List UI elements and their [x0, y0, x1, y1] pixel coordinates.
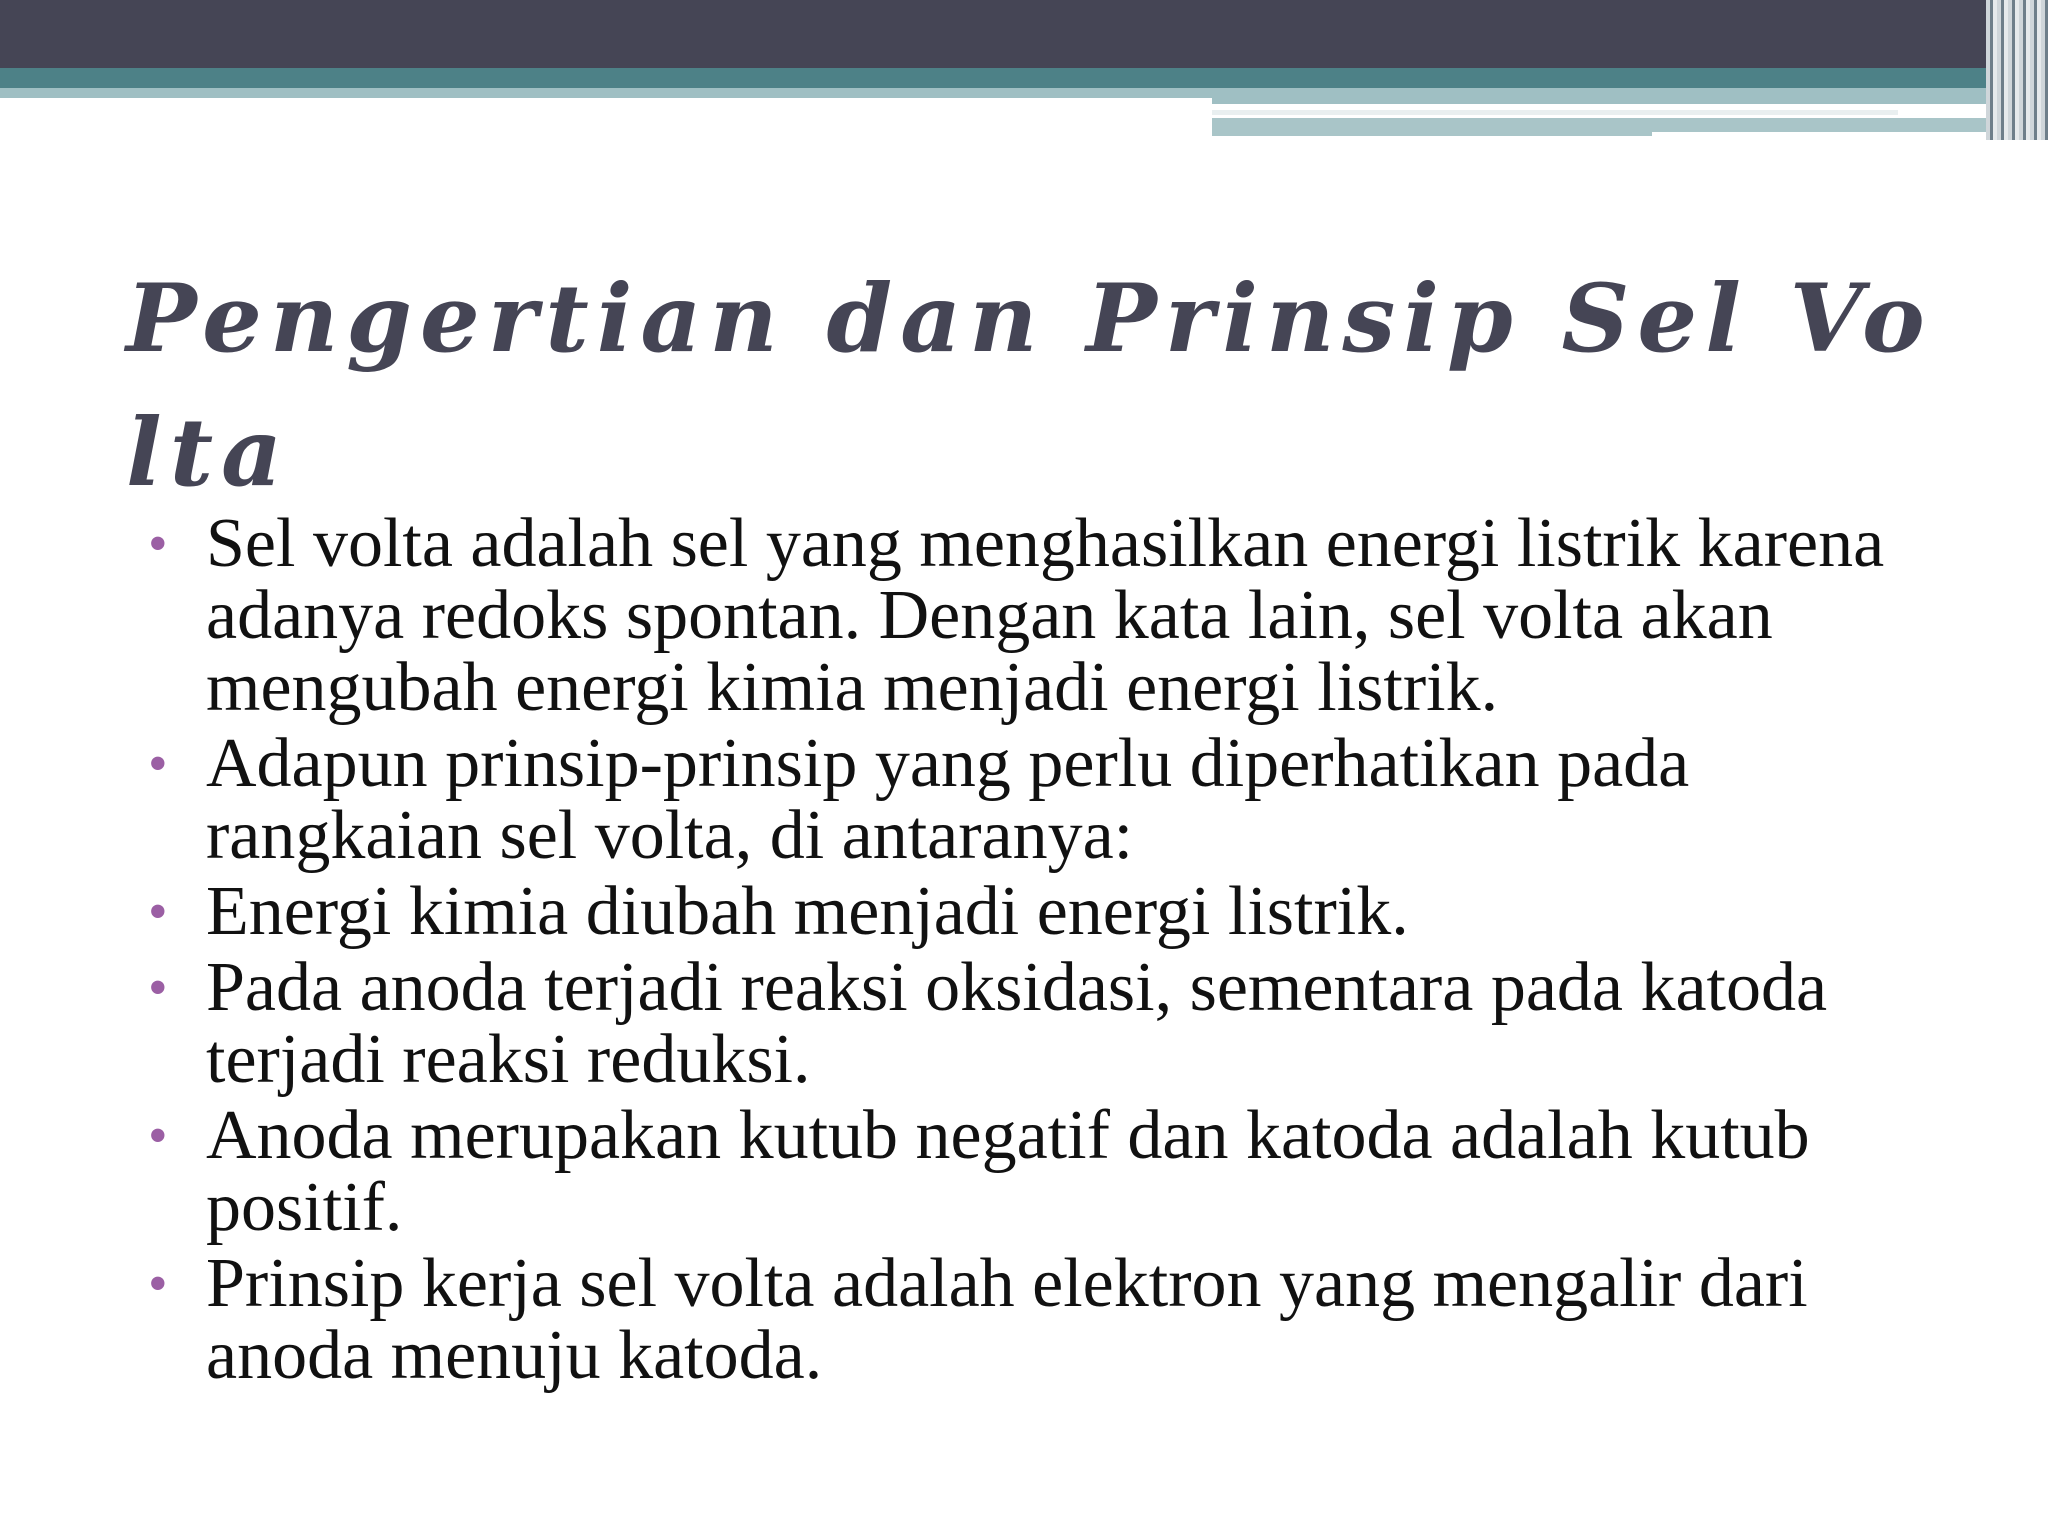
bullet-text: Energi kimia diubah menjadi energi listrik.	[206, 873, 1409, 950]
header-stripes-decoration	[1986, 0, 2048, 140]
bullet-icon: •	[148, 957, 168, 1019]
bullet-item	[146, 1245, 1926, 1394]
bullet-text: Sel volta adalah sel yang menghasilkan energi listrik karena adanya redoks spontan. Dengan kata lain, sel volta akan mengubah energi kimia menjadi energi listrik.	[206, 505, 1885, 726]
bullet-item	[146, 1097, 1926, 1246]
bullet-icon: •	[148, 1253, 168, 1315]
bullet-text: Pada anoda terjadi reaksi oksidasi, sementara pada katoda terjadi reaksi reduksi.	[206, 949, 1828, 1098]
bullet-icon: •	[148, 733, 168, 795]
bullet-text: Adapun prinsip-prinsip yang perlu diperhatikan pada rangkaian sel volta, di antaranya:	[206, 725, 1690, 874]
bullet-item	[146, 725, 1926, 874]
header-band-light-right	[1212, 88, 1992, 104]
bullet-item	[146, 505, 1926, 726]
header-band-light	[0, 88, 1212, 98]
bullet-item	[146, 873, 1926, 950]
header-band-teal	[0, 68, 1992, 88]
bullet-text: Anoda merupakan kutub negatif dan katoda adalah kutub positif.	[206, 1097, 1810, 1246]
slide-title: Pengertian dan Prinsip Sel Volta	[126, 264, 1933, 508]
bullet-text: Prinsip kerja sel volta adalah elektron yang mengalir dari anoda menuju katoda.	[206, 1245, 1808, 1394]
bullet-list	[146, 505, 1926, 1396]
bullet-icon: •	[148, 513, 168, 575]
header-divider-line-short	[1652, 132, 1992, 138]
bullet-icon: •	[148, 881, 168, 943]
bullet-icon: •	[148, 1105, 168, 1167]
header-divider-line	[1212, 110, 1898, 115]
bullet-item	[146, 949, 1926, 1098]
header-band-dark	[0, 0, 2048, 68]
